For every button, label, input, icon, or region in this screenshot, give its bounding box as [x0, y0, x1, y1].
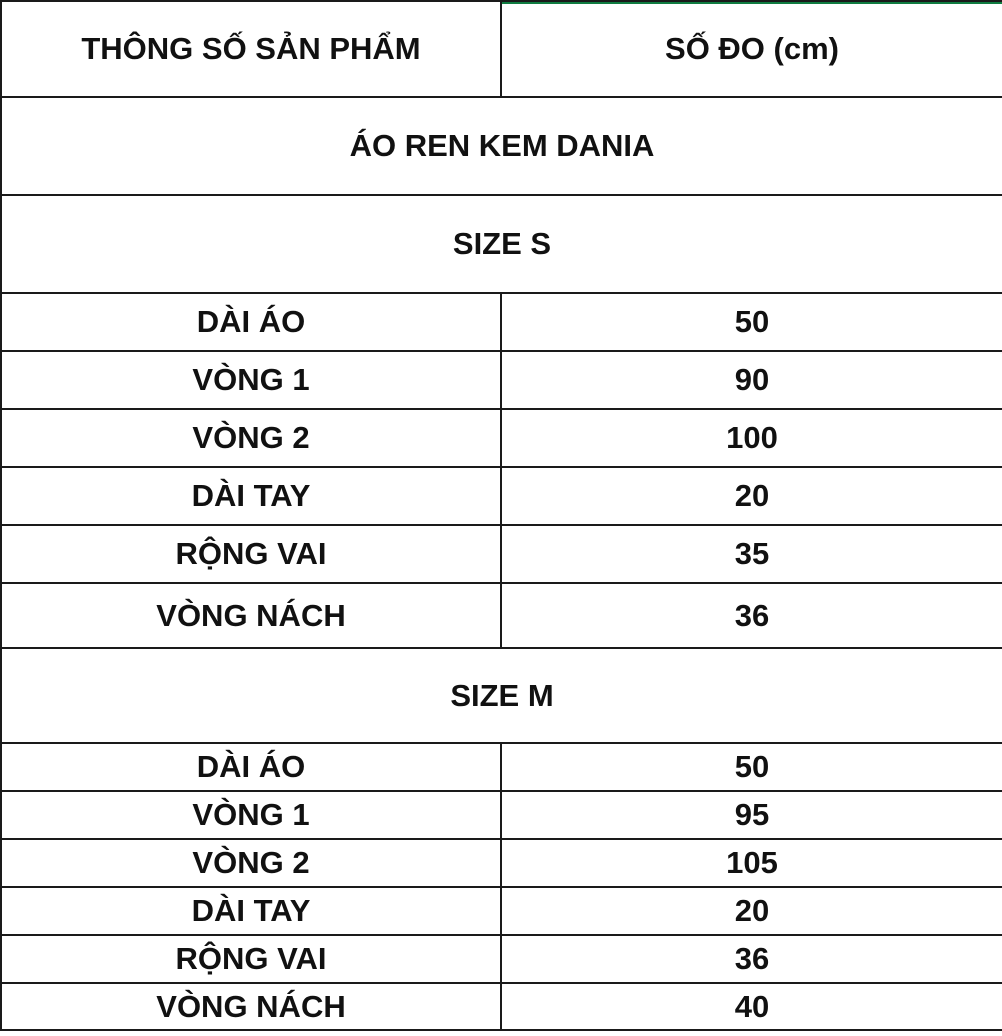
- measure-name-cell[interactable]: DÀI ÁO: [1, 293, 501, 351]
- size-label-cell[interactable]: SIZE M: [1, 648, 1002, 743]
- table-row: [1, 887, 1002, 935]
- header-row: [1, 1, 1002, 97]
- measure-name-cell[interactable]: RỘNG VAI: [1, 935, 501, 983]
- measure-value-cell[interactable]: 36: [501, 935, 1002, 983]
- product-name-cell[interactable]: ÁO REN KEM DANIA: [1, 97, 1002, 195]
- size-header-row: [1, 195, 1002, 293]
- measure-name-cell[interactable]: RỘNG VAI: [1, 525, 501, 583]
- measure-name-cell[interactable]: DÀI TAY: [1, 467, 501, 525]
- measure-name-cell[interactable]: VÒNG NÁCH: [1, 583, 501, 648]
- measure-name-cell[interactable]: VÒNG 2: [1, 409, 501, 467]
- table-row: [1, 525, 1002, 583]
- measure-name-cell[interactable]: VÒNG 1: [1, 351, 501, 409]
- measure-name-cell[interactable]: VÒNG 1: [1, 791, 501, 839]
- measure-value-cell[interactable]: 95: [501, 791, 1002, 839]
- table-row: [1, 983, 1002, 1030]
- table-row: [1, 583, 1002, 648]
- table-row: [1, 791, 1002, 839]
- measure-name-cell[interactable]: VÒNG NÁCH: [1, 983, 501, 1030]
- measure-value-cell[interactable]: 35: [501, 525, 1002, 583]
- table-row: [1, 293, 1002, 351]
- measure-value-cell[interactable]: 36: [501, 583, 1002, 648]
- measure-value-cell[interactable]: 105: [501, 839, 1002, 887]
- measure-value-cell[interactable]: 20: [501, 467, 1002, 525]
- table-row: [1, 935, 1002, 983]
- measure-name-cell[interactable]: DÀI TAY: [1, 887, 501, 935]
- header-cell-spec[interactable]: THÔNG SỐ SẢN PHẨM: [1, 1, 501, 97]
- header-cell-measure[interactable]: SỐ ĐO (cm): [501, 1, 1002, 97]
- measure-value-cell[interactable]: 20: [501, 887, 1002, 935]
- size-header-row: [1, 648, 1002, 743]
- measure-name-cell[interactable]: DÀI ÁO: [1, 743, 501, 791]
- measure-value-cell[interactable]: 50: [501, 293, 1002, 351]
- product-row: [1, 97, 1002, 195]
- size-label-cell[interactable]: SIZE S: [1, 195, 1002, 293]
- measure-value-cell[interactable]: 40: [501, 983, 1002, 1030]
- table-row: [1, 351, 1002, 409]
- table-row: [1, 409, 1002, 467]
- measure-value-cell[interactable]: 50: [501, 743, 1002, 791]
- table-row: [1, 467, 1002, 525]
- measure-name-cell[interactable]: VÒNG 2: [1, 839, 501, 887]
- measure-value-cell[interactable]: 100: [501, 409, 1002, 467]
- measure-value-cell[interactable]: 90: [501, 351, 1002, 409]
- table-row: [1, 839, 1002, 887]
- table-row: [1, 743, 1002, 791]
